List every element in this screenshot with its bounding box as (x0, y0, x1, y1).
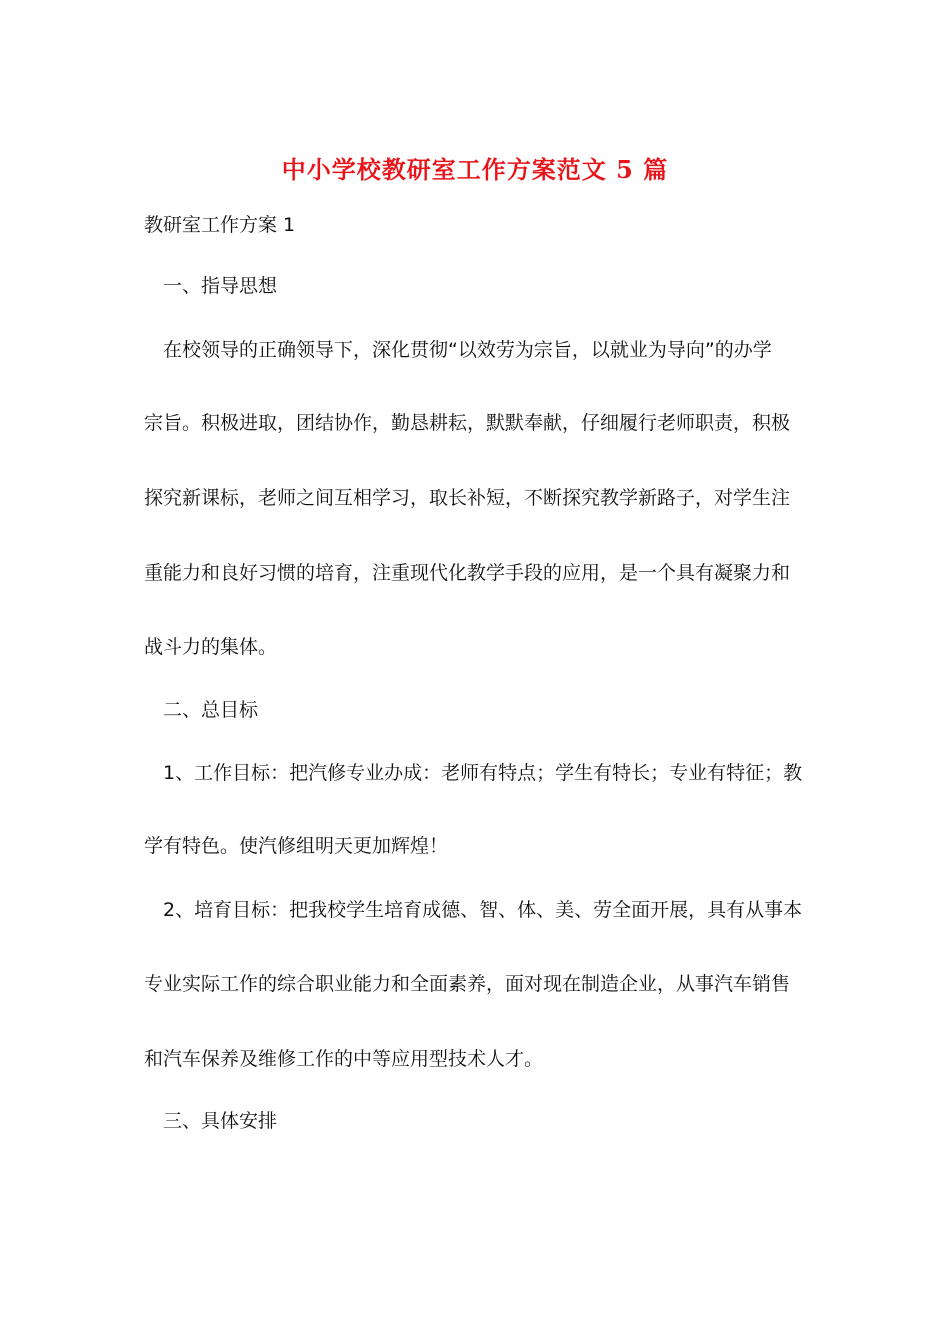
paragraph-line: 专业实际工作的综合职业能力和全面素养，面对现在制造企业，从事汽车销售 (144, 973, 791, 995)
heading-guiding-thought: 一、指导思想 (163, 275, 278, 297)
document-title: 中小学校教研室工作方案范文 5 篇 (281, 155, 669, 184)
paragraph-line: 1、工作目标：把汽修专业办成：老师有特点；学生有特长；专业有特征；教 (163, 762, 803, 784)
paragraph-line: 和汽车保养及维修工作的中等应用型技术人才。 (144, 1048, 544, 1070)
paragraph-line: 在校领导的正确领导下，深化贯彻“以效劳为宗旨，以就业为导向”的办学 (163, 339, 772, 361)
heading-overall-goal: 二、总目标 (163, 699, 259, 721)
paragraph-line: 学有特色。使汽修组明天更加辉煌！ (144, 835, 449, 857)
paragraph-line: 战斗力的集体。 (144, 636, 278, 658)
section-subtitle: 教研室工作方案 1 (144, 214, 296, 236)
heading-specific-arrangements: 三、具体安排 (163, 1110, 278, 1132)
paragraph-line: 宗旨。积极进取，团结协作，勤恳耕耘，默默奉献，仔细履行老师职责，积极 (144, 412, 791, 434)
paragraph-line: 探究新课标，老师之间互相学习，取长补短，不断探究教学新路子，对学生注 (144, 487, 791, 509)
paragraph-line: 2、培育目标：把我校学生培育成德、智、体、美、劳全面开展，具有从事本 (163, 899, 803, 921)
paragraph-line: 重能力和良好习惯的培育，注重现代化教学手段的应用，是一个具有凝聚力和 (144, 562, 791, 584)
